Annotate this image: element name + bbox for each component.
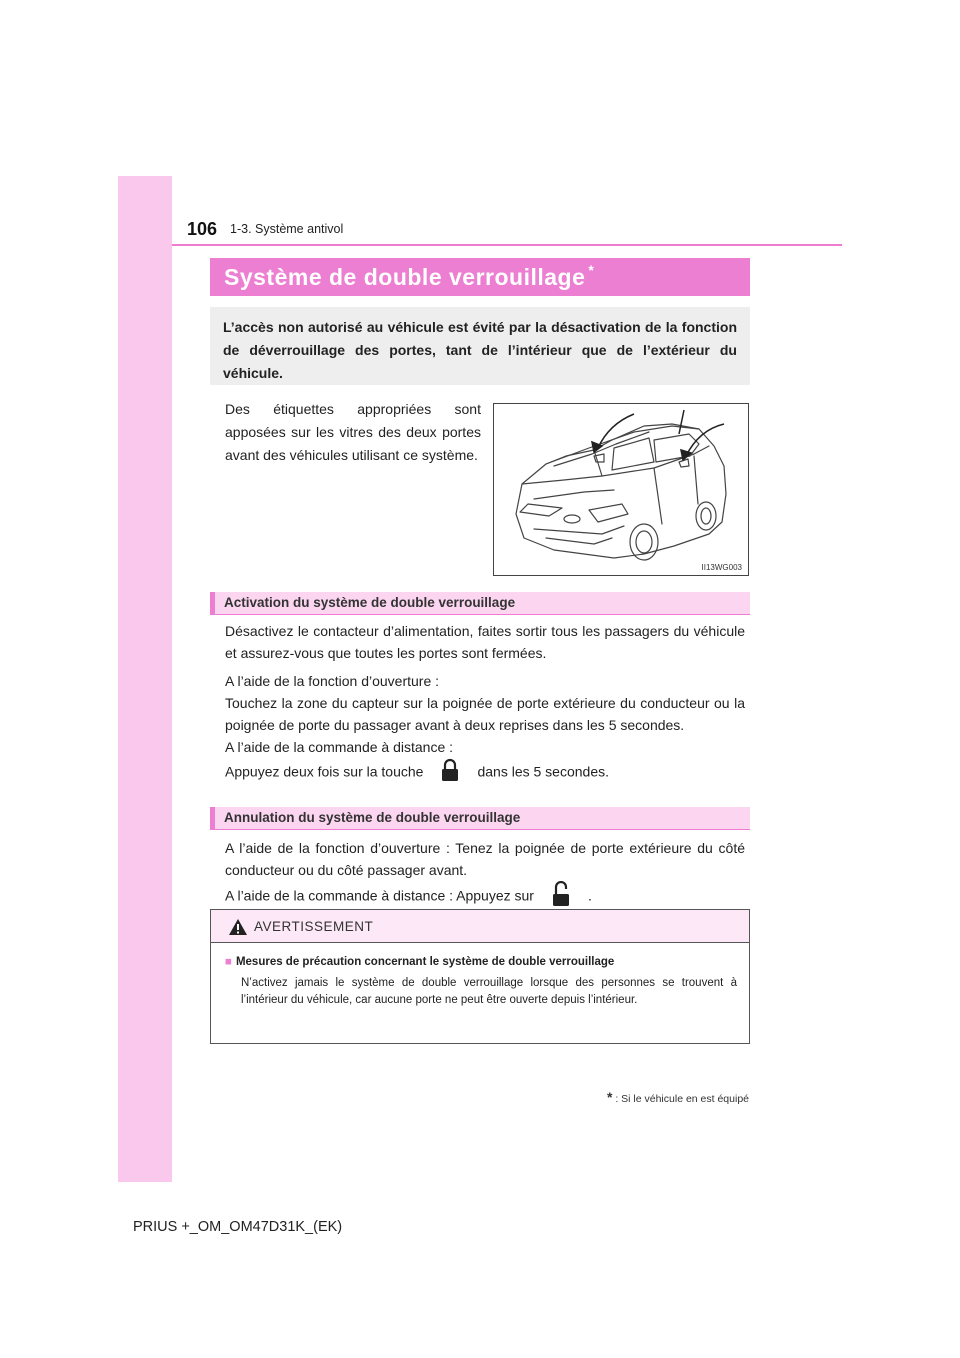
lock-icon xyxy=(439,758,461,788)
cancellation-heading: Annulation du système de double verrouillage xyxy=(224,810,521,825)
activation-text-2: Appuyez deux fois sur la touche dans les 5 secondes. xyxy=(225,758,745,788)
intro-text: L’accès non autorisé au véhicule est évité par la désactivation de la fonction de déverrouillage des portes, tant de l’intérieur que de l’extérieur du véhicule. xyxy=(223,319,737,381)
activation-body xyxy=(225,620,745,788)
page-side-tab xyxy=(118,176,172,1182)
figure-code: II13WG003 xyxy=(701,563,742,572)
warning-title: ■ Mesures de précaution concernant le système de double verrouillage xyxy=(225,956,615,968)
car-illustration-icon xyxy=(494,404,748,575)
section-label: 1-3. Système antivol xyxy=(230,222,344,236)
activation-heading-bar xyxy=(210,592,750,615)
activation-lead-1: A l’aide de la fonction d’ouverture : xyxy=(225,673,440,689)
page-title: Système de double verrouillage * xyxy=(224,262,595,290)
warning-header xyxy=(211,910,749,943)
page-number: 106 xyxy=(187,219,218,239)
title-asterisk: * xyxy=(588,262,595,278)
heading-accent xyxy=(210,592,215,615)
activation-para: Désactivez le contacteur d’alimentation, faites sortir tous les passagers du véhicule et assurez-vous que toutes les portes sont fermées. xyxy=(225,623,745,661)
footnote: * : Si le véhicule en est équipé xyxy=(606,1089,749,1105)
warning-label: AVERTISSEMENT xyxy=(254,919,374,934)
warning-triangle-icon xyxy=(228,918,248,936)
footnote-asterisk: * xyxy=(606,1089,613,1105)
activation-heading: Activation du système de double verrouillage xyxy=(224,595,516,610)
car-figure xyxy=(493,403,749,576)
cancellation-text-2: A l’aide de la commande à distance : Appuyez sur . xyxy=(225,881,745,913)
activation-lead-2: A l’aide de la commande à distance : xyxy=(225,739,454,755)
intro-box xyxy=(210,307,750,385)
label-paragraph: Des étiquettes appropriées sont apposées sur les vitres des deux portes avant des véhicules utilisant ce système. xyxy=(225,401,481,463)
header-rule xyxy=(172,244,842,246)
document-id: PRIUS +_OM_OM47D31K_(EK) xyxy=(133,1219,343,1235)
cancellation-body xyxy=(225,837,745,913)
heading-accent xyxy=(210,807,215,830)
warning-box xyxy=(210,909,750,1044)
cancellation-heading-bar xyxy=(210,807,750,830)
warning-body: N’activez jamais le système de double verrouillage lorsque des personnes se trouvent à l’intérieur du véhicule, car aucune porte ne peut être ouverte depuis l’intérieur. xyxy=(241,977,737,1006)
cancellation-text-1: A l’aide de la fonction d’ouverture : Tenez la poignée de porte extérieure du côté conducteur ou du côté passager avant. xyxy=(225,840,745,878)
title-bar xyxy=(210,258,750,296)
activation-text-1: Touchez la zone du capteur sur la poignée de porte extérieure du conducteur ou la poignée de porte du passager avant à deux reprises dans les 5 secondes. xyxy=(225,695,745,733)
bullet-square-icon: ■ xyxy=(225,956,232,968)
